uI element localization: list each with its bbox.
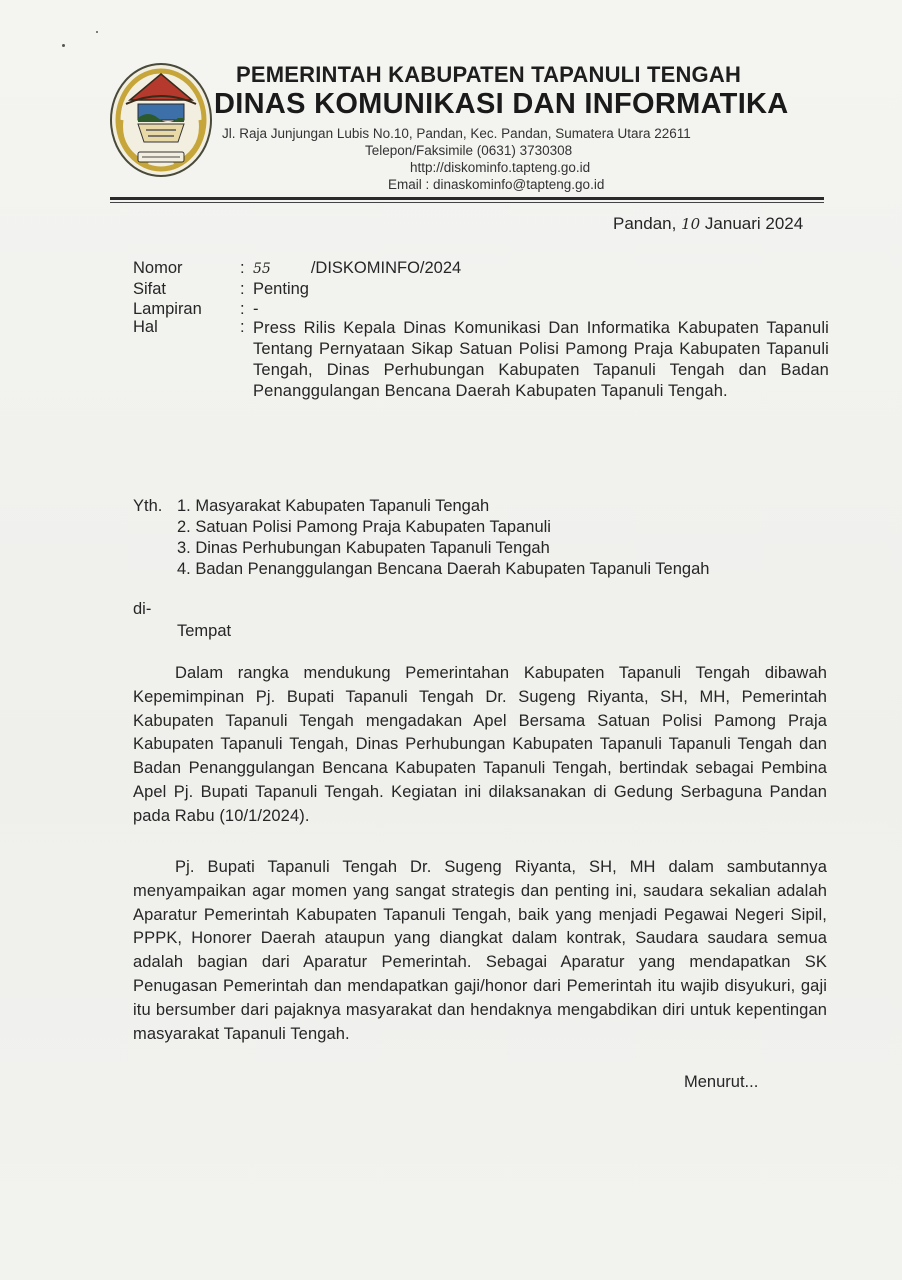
- di-label: di-: [133, 600, 152, 618]
- sifat-colon: :: [240, 280, 245, 298]
- hal-label: Hal: [133, 318, 158, 336]
- continuation-text: Menurut...: [684, 1073, 759, 1091]
- sifat-label: Sifat: [133, 280, 167, 298]
- tapanuli-tengah-coat-of-arms-icon: [108, 60, 214, 178]
- letterhead-website: http://diskominfo.tapteng.go.id: [410, 160, 591, 175]
- letterhead-phone: Telepon/Faksimile (0631) 3730308: [365, 143, 573, 158]
- letter-date: [613, 214, 803, 234]
- letterhead-government: PEMERINTAH KABUPATEN TAPANULI TENGAH: [236, 62, 742, 87]
- body-paragraph-1-text: Dalam rangka mendukung Pemerintahan Kabupaten Tapanuli Tengah dibawah Kepemimpinan Pj. Bupati Tapanuli Tengah Dr. Sugeng Riyanta, SH, MH, Pemerintah Kabupaten Tapanuli Tengah mengadakan Apel Bersama Satuan Polisi Pamong Praja Kabupaten Tapanuli Tengah, Dinas Perhubungan Kabupaten Tapanuli Tapanuli Tengah dan Badan Penanggulangan Bencana Kabupaten Tapanuli Tengah, bertindak sebagai Pembina Apel Pj. Bupati Tapanuli Tengah. Kegiatan ini dilaksanakan di Gedung Serbaguna Pandan pada Rabu (10/1/2024).: [133, 664, 827, 825]
- nomor-number-handwritten: 55: [253, 261, 271, 277]
- nomor-colon: :: [240, 259, 245, 277]
- recipient-item: 3. Dinas Perhubungan Kabupaten Tapanuli Tengah: [177, 539, 550, 557]
- lampiran-colon: :: [240, 300, 245, 318]
- body-paragraph-2: [133, 856, 827, 1046]
- letterhead-address: Jl. Raja Junjungan Lubis No.10, Pandan, Kec. Pandan, Sumatera Utara 22611: [222, 126, 691, 141]
- nomor-label: Nomor: [133, 259, 183, 277]
- letterhead-divider-thick: [110, 197, 824, 200]
- nomor-suffix: /DISKOMINFO/2024: [310, 259, 462, 277]
- paper-speck: [96, 31, 98, 33]
- recipient-item: 4. Badan Penanggulangan Bencana Daerah Kabupaten Tapanuli Tengah: [177, 560, 710, 578]
- body-paragraph-2-text: Pj. Bupati Tapanuli Tengah Dr. Sugeng Riyanta, SH, MH dalam sambutannya menyampaikan agar momen yang sangat strategis dan penting ini, saudara sekalian adalah Aparatur Pemerintah Kabupaten Tapanuli Tengah, baik yang menjadi Pegawai Negeri Sipil, PPPK, Honorer Daerah ataupun yang diangkat dalam kontrak, Saudara saudara semua adalah bagian dari Aparatur Pemerintah. Sebagai Aparatur yang mendapatkan SK Penugasan Pemerintah dan mendapatkan gaji/honor dari Pemerintah itu wajib disyukuri, gaji itu bersumber dari pajaknya masyarakat dan hendaknya mengabdikan diri untuk kepentingan masyarakat Tapanuli Tengah.: [133, 858, 827, 1043]
- tempat-label: Tempat: [177, 622, 232, 640]
- nomor-value: [253, 259, 461, 278]
- letterhead-divider-thin: [110, 202, 824, 203]
- sifat-value: Penting: [253, 280, 309, 298]
- date-prefix: Pandan,: [613, 214, 677, 233]
- body-paragraph-1: [133, 662, 827, 829]
- recipient-item: 2. Satuan Polisi Pamong Praja Kabupaten Tapanuli: [177, 518, 551, 536]
- hal-colon: :: [240, 318, 245, 336]
- letterhead-agency: DINAS KOMUNIKASI DAN INFORMATIKA: [214, 88, 789, 120]
- recipients-label: Yth.: [133, 497, 163, 515]
- recipient-item: 1. Masyarakat Kabupaten Tapanuli Tengah: [177, 497, 490, 515]
- paper-speck: [62, 44, 65, 47]
- lampiran-label: Lampiran: [133, 300, 202, 318]
- letterhead-email: Email : dinaskominfo@tapteng.go.id: [388, 177, 605, 192]
- hal-value: Press Rilis Kepala Dinas Komunikasi Dan Informatika Kabupaten Tapanuli Tentang Pernyataan Sikap Satuan Polisi Pamong Praja Kabupaten Tapanuli Tengah, Dinas Perhubungan Kabupaten Tapanuli Tengah dan Badan Penanggulangan Bencana Daerah Kabupaten Tapanuli Tengah.: [253, 319, 829, 400]
- date-rest: Januari 2024: [704, 214, 804, 233]
- date-day-handwritten: 10: [681, 215, 701, 233]
- lampiran-value: -: [253, 300, 259, 318]
